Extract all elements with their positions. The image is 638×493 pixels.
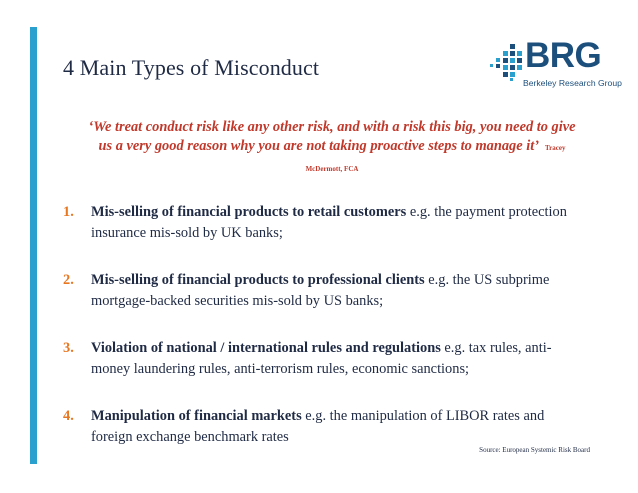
list-item-number: 2. [63, 272, 74, 288]
list-item [63, 202, 583, 244]
brg-logo-brand: BRG [525, 36, 602, 75]
list-item-text: e.g. the payment protection insurance mis-sold by UK banks; [91, 204, 567, 241]
list-item-text: e.g. the US subprime mortgage-backed securities mis-sold by US banks; [91, 272, 550, 309]
slide-title: 4 Main Types of Misconduct [63, 55, 320, 80]
list-item [63, 406, 583, 448]
list-item [63, 338, 583, 380]
quote-attribution: Tracey McDermott, FCA [305, 144, 566, 173]
brg-logo-dots-icon [488, 42, 526, 82]
quote-block [88, 118, 576, 179]
quote-text: ‘We treat conduct risk like any other risk, and with a risk this big, you need to give us a very good reason why you are not taking proactive steps to manage it’ [88, 119, 576, 154]
list-item-number: 1. [63, 204, 74, 220]
list-item-number: 3. [63, 340, 74, 356]
brg-logo-subtitle: Berkeley Research Group [523, 78, 622, 88]
list-item-lead: Manipulation of financial markets [91, 408, 302, 424]
list-item-text: e.g. tax rules, anti-money laundering rules, anti-terrorism rules, economic sanctions; [91, 340, 552, 377]
list-item-number: 4. [63, 408, 74, 424]
list-item [63, 270, 583, 312]
accent-bar [30, 27, 37, 464]
list-item-lead: Violation of national / international rules and regulations [91, 340, 441, 356]
list-item-lead: Mis-selling of financial products to professional clients [91, 272, 425, 288]
source-note: Source: European Systemic Risk Board [479, 446, 590, 454]
misconduct-list [63, 202, 583, 474]
list-item-lead: Mis-selling of financial products to retail customers [91, 204, 407, 220]
brg-logo [488, 36, 622, 96]
list-item-text: e.g. the manipulation of LIBOR rates and foreign exchange benchmark rates [91, 408, 545, 445]
